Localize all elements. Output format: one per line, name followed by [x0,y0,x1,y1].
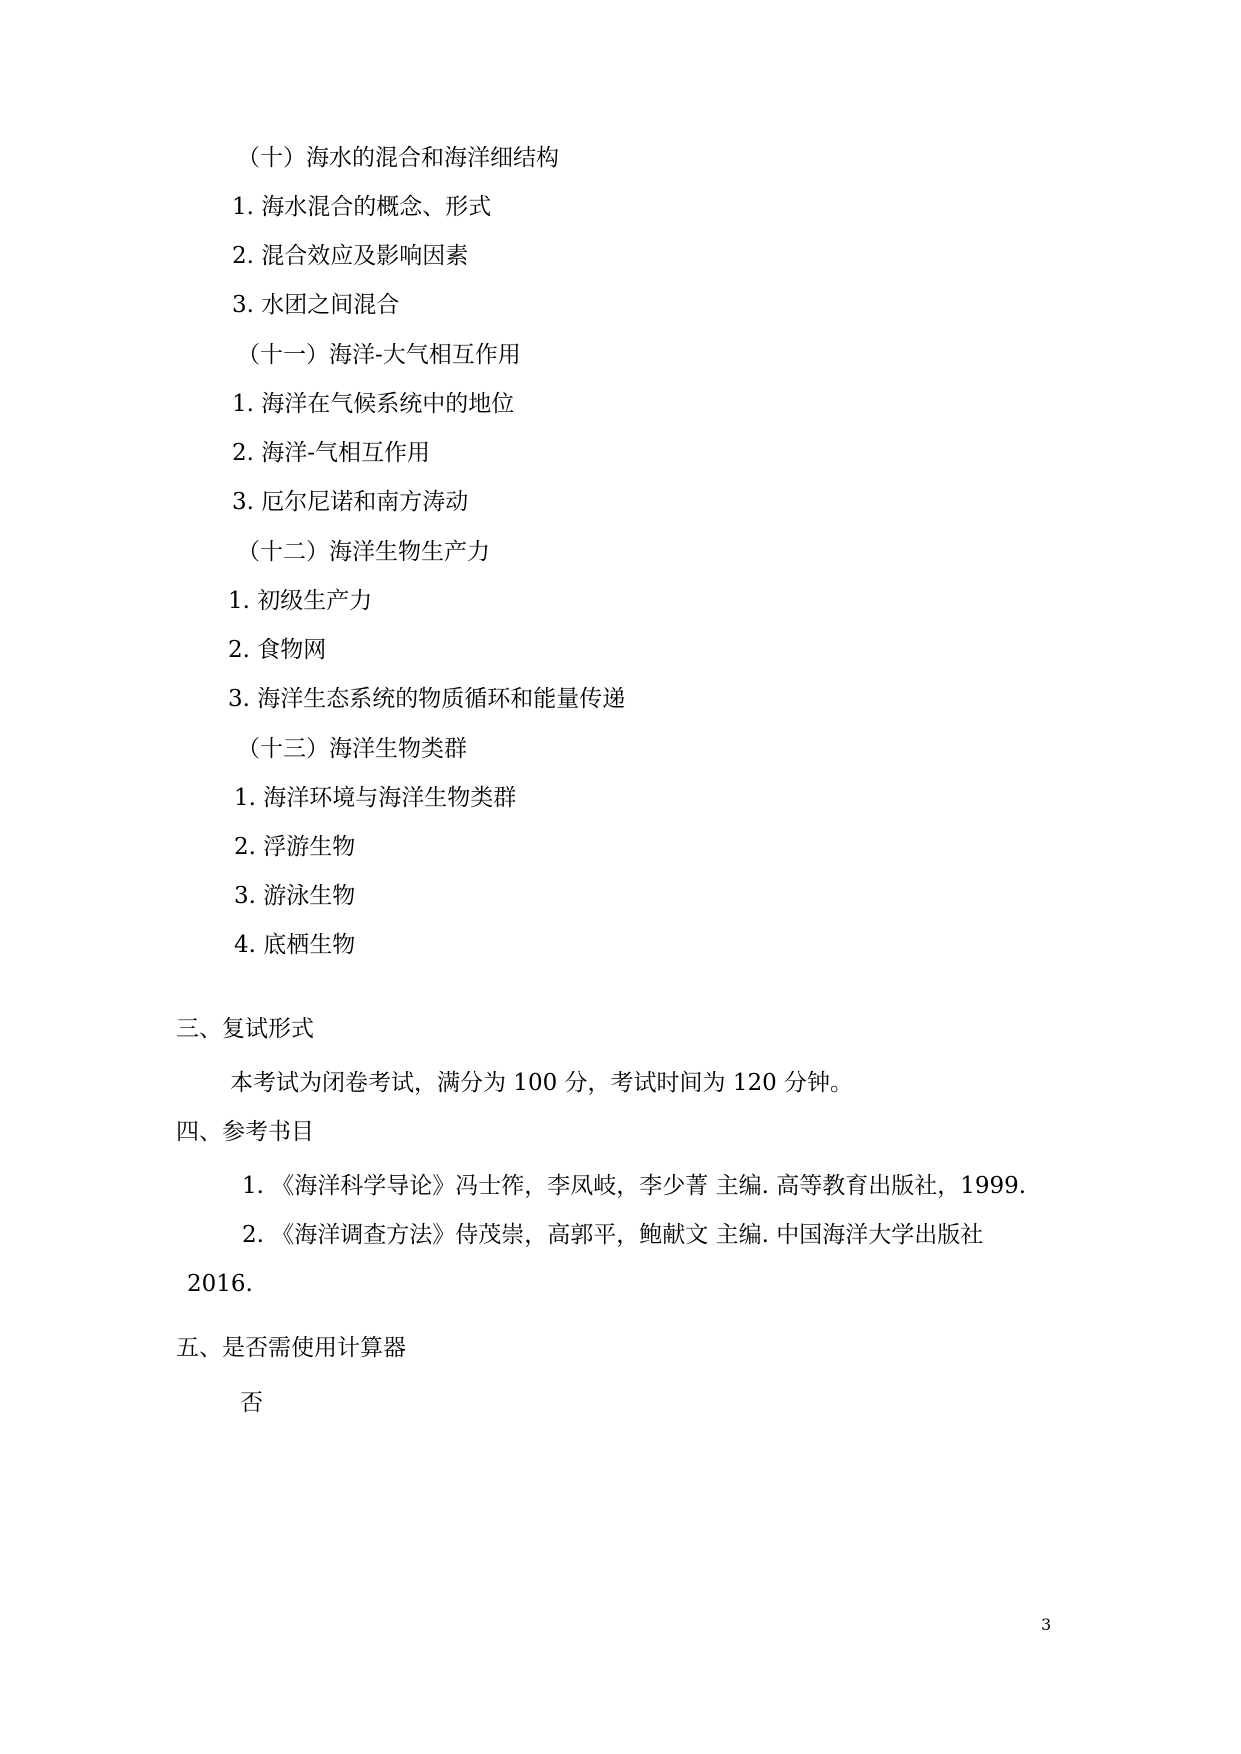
section-heading-references: 四、参考书目 [176,1119,314,1145]
outline-item: 2. 食物网 [228,637,327,663]
reference-item-continued: 2016. [187,1271,253,1297]
outline-item: 4. 底栖生物 [234,932,356,958]
exam-format-text: 本考试为闭卷考试，满分为 100 分，考试时间为 120 分钟。 [230,1070,854,1096]
outline-item: 1. 初级生产力 [228,588,373,614]
outline-item: 1. 海水混合的概念、形式 [232,194,492,220]
outline-item: 3. 厄尔尼诺和南方涛动 [232,489,469,515]
outline-item: 3. 游泳生物 [234,883,356,909]
outline-heading-10: （十）海水的混合和海洋细结构 [237,145,559,171]
section-heading-calculator: 五、是否需使用计算器 [176,1335,406,1361]
reference-item: 2. 《海洋调查方法》侍茂崇，高郭平，鲍献文 主编. 中国海洋大学出版社 [242,1222,984,1248]
reference-item: 1. 《海洋科学导论》冯士筰，李凤岐，李少菁 主编. 高等教育出版社，1999. [242,1173,1027,1199]
outline-heading-13: （十三）海洋生物类群 [237,736,467,762]
outline-item: 2. 混合效应及影响因素 [232,243,469,269]
calculator-answer: 否 [240,1390,263,1416]
outline-heading-11: （十一）海洋-大气相互作用 [237,342,521,368]
outline-item: 1. 海洋在气候系统中的地位 [232,391,515,417]
page-number: 3 [1041,1615,1052,1634]
section-heading-exam-format: 三、复试形式 [176,1016,314,1042]
outline-item: 3. 水团之间混合 [232,292,400,318]
outline-item: 1. 海洋环境与海洋生物类群 [234,785,517,811]
outline-item: 2. 海洋-气相互作用 [232,440,431,466]
outline-item: 2. 浮游生物 [234,834,356,860]
outline-heading-12: （十二）海洋生物生产力 [237,539,490,565]
outline-item: 3. 海洋生态系统的物质循环和能量传递 [228,686,626,712]
